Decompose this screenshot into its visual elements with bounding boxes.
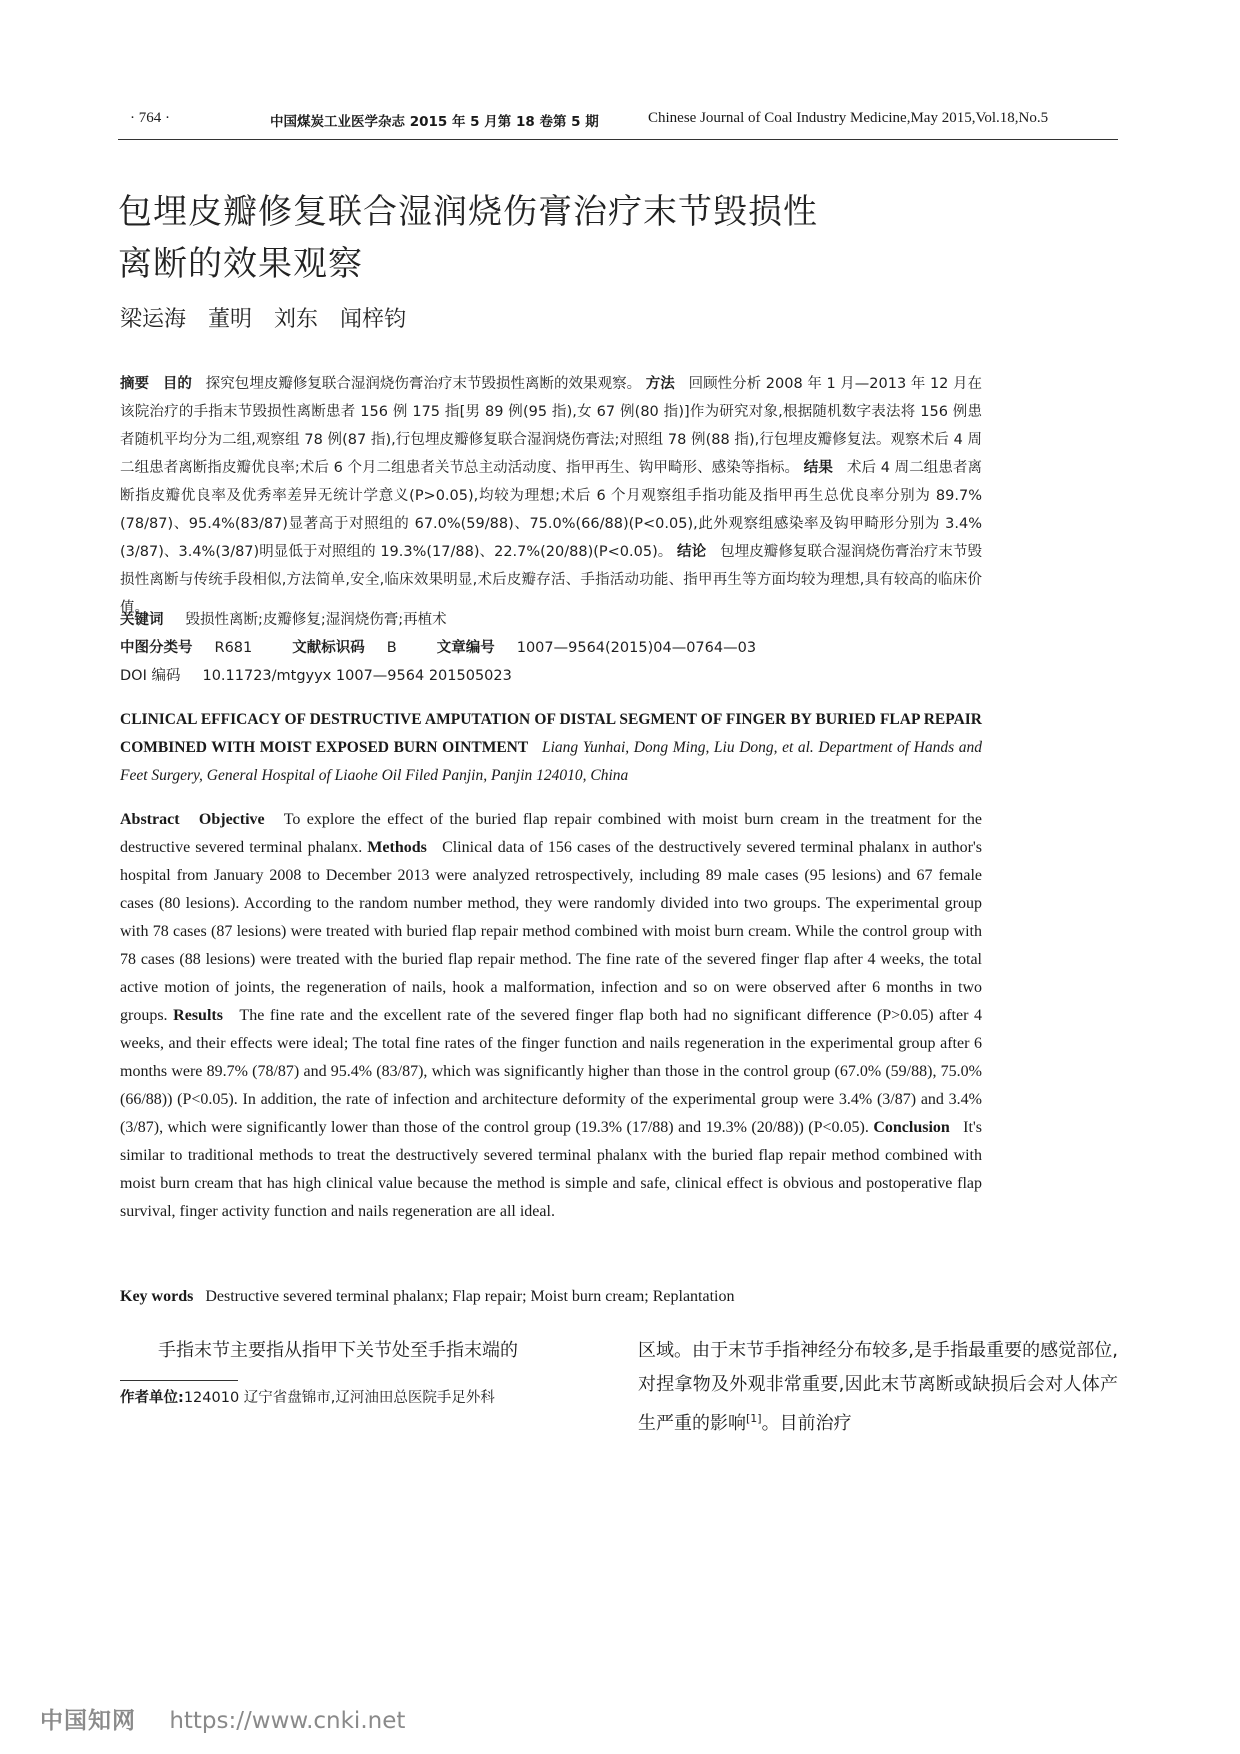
objective-label-en: Objective [198, 811, 265, 828]
objective-text-en: To explore the effect of the buried flap repair combined with moist burn cream in the treatment for the destructive severed terminal phalanx. [120, 811, 983, 856]
body-right-column [638, 1334, 1118, 1441]
classification-line [120, 634, 982, 662]
article-title [118, 186, 1018, 290]
affiliation-value: 124010 辽宁省盘锦市,辽河油田总医院手足外科 [183, 1390, 495, 1406]
clc-label: 中图分类号 [120, 640, 193, 656]
abstract-label-cn: 摘要 [120, 376, 150, 392]
methods-label-en: Methods [367, 839, 427, 856]
running-header [118, 108, 1118, 138]
clc-value: R681 [214, 640, 253, 656]
results-label-en: Results [173, 1007, 223, 1024]
title-line-1: 包埋皮瓣修复联合湿润烧伤膏治疗末节毁损性 [118, 192, 818, 232]
methods-text-cn: 回顾性分析 2008 年 1 月—2013 年 12 月在该院治疗的手指末节毁损性离断患者 156 例 175 指[男 89 例(95 指),女 67 例(80 指)]作为研究对象,根据随机数字表法将 156 例患者随机平均分为二组,观察组 78 例(87 指),行包埋皮瓣修复联合湿润烧伤膏法;对照组 78 例(88 指),行包埋皮瓣修复法。观察术后 4 周二组患者离断指皮瓣优良率;术后 6 个月二组患者关节总主动活动度、指甲再生、钩甲畸形、感染等指标。 [120, 376, 983, 476]
doi-line [120, 662, 982, 690]
english-authors: Liang Yunhai, Dong Ming, Liu Dong, et al. [541, 739, 814, 756]
affiliation-label: 作者单位: [120, 1390, 184, 1406]
doi-value: 10.11723/mtgyyx 1007—9564 201505023 [202, 668, 512, 684]
body-left-column: 手指末节主要指从指甲下关节处至手指末端的 [158, 1340, 518, 1361]
english-keywords [120, 1283, 982, 1311]
english-affiliation: Department of Hands and Feet Surgery, General Hospital of Liaohe Oil Filed Panjin, Panjin 124010, China [120, 739, 982, 784]
doc-code-label: 文献标识码 [292, 640, 365, 656]
doi-label: DOI 编码 [120, 668, 181, 684]
cnki-url[interactable]: https://www.cnki.net [169, 1708, 406, 1734]
english-title: CLINICAL EFFICACY OF DESTRUCTIVE AMPUTATION OF DISTAL SEGMENT OF FINGER BY BURIED FLAP REPAIR COMBINED WITH MOIST EXPOSED BURN OINTMENT [120, 711, 982, 756]
author-affiliation-cn [120, 1386, 495, 1410]
conclusion-text-en: It's similar to traditional methods to treat the destructively severed terminal phalanx with the buried flap repair method combined with moist burn cream that has high clinical value because the method is simple and safe, clinical effect is obvious and postoperative flap survival, finger activity function and nails regeneration are all ideal. [120, 1119, 983, 1220]
keywords-label-en: Key words [120, 1288, 194, 1305]
citation-ref[interactable]: [1] [746, 1412, 762, 1425]
page-number: · 764 · [130, 110, 170, 126]
keywords-value-cn: 毁损性离断;皮瓣修复;湿润烧伤膏;再植术 [185, 612, 447, 628]
methods-text-en: Clinical data of 156 cases of the destructively severed terminal phalanx in author's hospital from January 2008 to December 2013 were analyzed retrospectively, including 89 male cases (95 lesions) and 67 female cases (80 lesions). According to the random number method, they were randomly divided into two groups. The experimental group with 78 cases (87 lesions) were treated with buried flap repair method combined with moist burn cream. While the control group with 78 cases (88 lesions) were treated with the buried flap repair method. The fine rate of the severed finger flap after 4 weeks, the total active motion of joints, the regeneration of nails, hook a malformation, infection and so on were observed after 6 months in two groups. [120, 839, 983, 1024]
chinese-abstract [120, 370, 982, 622]
objective-label-cn: 目的 [162, 376, 192, 392]
cnki-footer [40, 1702, 405, 1735]
conclusion-label-en: Conclusion [873, 1119, 950, 1136]
results-text-en: The fine rate and the excellent rate of the severed finger flap both had no significant difference (P>0.05) after 4 weeks, and their effects were ideal; The total fine rates of the finger function and nails regeneration in the experimental group after 6 months were 89.7% (78/87) and 95.4% (83/87), which was significantly higher than those in the control group (67.0% (59/88), 75.0% (66/88)) (P<0.05). In addition, the rate of infection and architecture deformity of the experimental group were 3.4% (3/87) and 3.4% (3/87), which were significantly lower than those of the control group (19.3% (17/88) and 19.3% (20/88)) (P<0.05). [120, 1007, 983, 1136]
keywords-cn [120, 606, 982, 634]
header-divider [118, 139, 1118, 140]
keywords-label-cn: 关键词 [120, 612, 164, 628]
title-line-2: 离断的效果观察 [118, 244, 363, 284]
conclusion-label-cn: 结论 [677, 544, 707, 560]
abstract-label-en: Abstract [120, 811, 180, 828]
article-number-value: 1007—9564(2015)04—0764—03 [516, 640, 757, 656]
journal-name-en: Chinese Journal of Coal Industry Medicine,May 2015,Vol.18,No.5 [648, 110, 1049, 126]
cnki-logo: 中国知网 [40, 1708, 136, 1734]
doc-code-value: B [386, 640, 397, 656]
keywords-value-en: Destructive severed terminal phalanx; Flap repair; Moist burn cream; Replantation [205, 1288, 735, 1305]
objective-text-cn: 探究包埋皮瓣修复联合湿润烧伤膏治疗末节毁损性离断的效果观察。 [205, 376, 642, 392]
body-right-text-end: 。目前治疗 [761, 1413, 852, 1434]
author-list: 梁运海 董明 刘东 闻梓钧 [120, 307, 407, 332]
article-number-label: 文章编号 [436, 640, 495, 656]
journal-name-cn: 中国煤炭工业医学杂志 2015 年 5 月第 18 卷第 5 期 [270, 114, 599, 130]
results-text-cn: 术后 4 周二组患者离断指皮瓣优良率及优秀率差异无统计学意义(P>0.05),均较为理想;术后 6 个月观察组手指功能及指甲再生总优良率分别为 89.7%(78/87)、95.4%(83/87)显著高于对照组的 67.0%(59/88)、75.0%(66/88)(P<0.05),此外观察组感染率及钩甲畸形分别为 3.4%(3/87)、3.4%(3/87)明显低于对照组的 19.3%(17/88)、22.7%(20/88)(P<0.05)。 [120, 460, 983, 560]
footnote-divider [120, 1380, 238, 1381]
conclusion-text-cn: 包埋皮瓣修复联合湿润烧伤膏治疗末节毁损性离断与传统手段相似,方法简单,安全,临床效果明显,术后皮瓣存活、手指活动功能、指甲再生等方面均较为理想,具有较高的临床价值。 [120, 544, 983, 616]
body-right-text: 区域。由于末节手指神经分布较多,是手指最重要的感觉部位,对捏拿物及外观非常重要,因此末节离断或缺损后会对人体产生严重的影响 [638, 1340, 1118, 1434]
methods-label-cn: 方法 [645, 376, 675, 392]
results-label-cn: 结果 [803, 460, 833, 476]
english-title-block [120, 706, 982, 790]
english-abstract [120, 806, 982, 1226]
